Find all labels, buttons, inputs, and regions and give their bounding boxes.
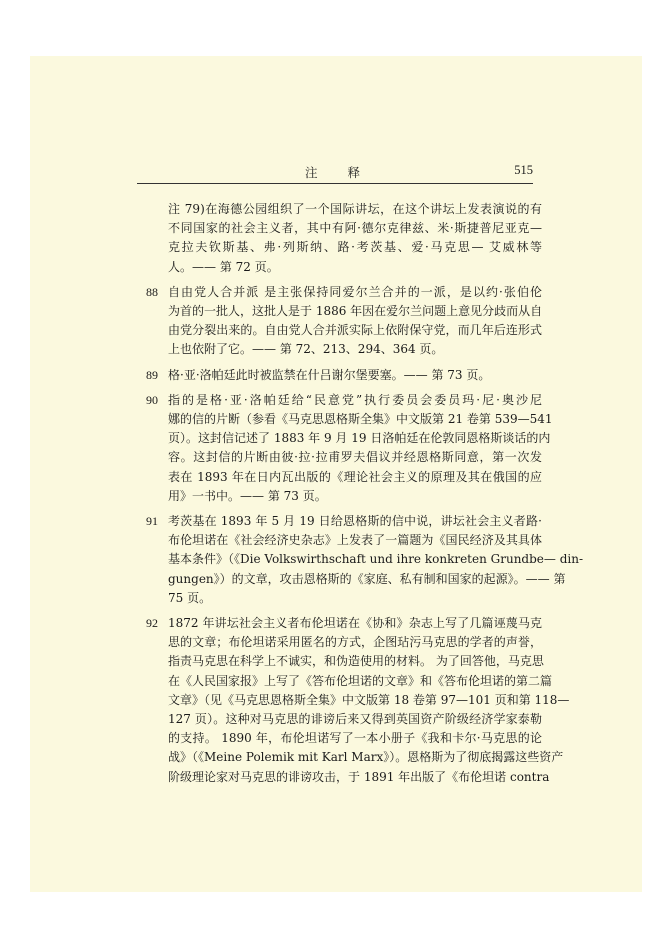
note-line: 在《人民国家报》上写了《答布伦坦诺的文章》和《答布伦坦诺的第二篇 — [168, 673, 553, 688]
note-number: 92 — [146, 616, 158, 631]
note-91 — [146, 512, 584, 608]
note-90 — [146, 391, 553, 506]
notes-body — [146, 200, 584, 793]
note-line: 127 页）。这种对马克思的诽谤后来又得到英国资产阶级经济学家泰勒 — [168, 712, 542, 727]
header-title-char-1: 注 — [305, 165, 318, 180]
header-title — [305, 163, 360, 181]
note-line: 阶级理论家对马克思的诽谤攻击，于 1891 年出版了《布伦坦诺 contra — [168, 769, 550, 784]
note-line: 注 79)在海德公园组织了一个国际讲坛，在这个讲坛上发表演说的有 — [168, 202, 542, 216]
note-line: 1872 年讲坛社会主义者布伦坦诺在《协和》杂志上写了几篇诬蔑马克 — [168, 616, 542, 631]
note-line: gungen》）的文章，攻击恩格斯的《家庭、私有制和国家的起源》。—— 第 — [168, 571, 566, 586]
note-continued — [146, 200, 542, 277]
note-line: 为首的一批人，这批人是于 1886 年因在爱尔兰问题上意见分歧而从自 — [168, 304, 543, 319]
note-line: 娜的信的片断（参看《马克思恩格斯全集》中文版第 21 卷第 539—541 — [168, 412, 553, 427]
note-number: 91 — [146, 514, 158, 529]
note-line: 上也依附了它。—— 第 72、213、294、364 页。 — [168, 342, 444, 357]
note-line: 布伦坦诺在《社会经济史杂志》上发表了一篇题为《国民经济及其具体 — [168, 533, 542, 548]
note-line: 容。这封信的片断由彼·拉·拉甫罗夫倡议并经恩格斯同意，第一次发 — [168, 450, 542, 465]
note-line: 不同国家的社会主义者，其中有阿·德尔克律兹、米·斯捷普尼亚克— — [168, 221, 542, 236]
header-title-char-2: 释 — [347, 165, 361, 180]
note-line: 指的是格·亚·洛帕廷给“民意党”执行委员会委员玛·尼·奥沙尼 — [168, 392, 542, 407]
note-line: 表在 1893 年在日内瓦出版的《理论社会主义的原理及其在俄国的应 — [168, 469, 542, 484]
note-line: 页）。这封信记述了 1883 年 9 月 19 日洛帕廷在伦敦同恩格斯谈话的内 — [168, 431, 551, 446]
note-number: 89 — [146, 367, 158, 382]
note-line: 75 页。 — [168, 590, 212, 605]
running-header — [137, 163, 533, 181]
note-line: 人。—— 第 72 页。 — [168, 259, 279, 274]
note-line: 由党分裂出来的。自由党人合并派实际上依附保守党，而几年后连形式 — [168, 323, 542, 338]
note-line: 思的文章；布伦坦诺采用匿名的方式，企图玷污马克思的学者的声誉， — [168, 635, 542, 650]
note-line: 指责马克思在科学上不诚实，和伪造使用的材料。 为了回答他，马克思 — [168, 654, 544, 669]
header-rule — [137, 183, 533, 184]
note-line: 的支持。 1890 年，布伦坦诺写了一本小册子《我和卡尔·马克思的论 — [168, 731, 542, 746]
note-line: 考茨基在 1893 年 5 月 19 日给恩格斯的信中说，讲坛社会主义者路· — [168, 514, 542, 529]
note-line: 自由党人合并派 是主张保持同爱尔兰合并的一派，是以约·张伯伦 — [168, 284, 542, 299]
note-number: 90 — [146, 392, 158, 407]
note-line: 克拉夫钦斯基、弗·列斯纳、路·考茨基、爱·马克思— 艾威林等 — [168, 240, 542, 255]
note-92 — [146, 614, 570, 787]
note-line: 基本条件》（《Die Volkswirthschaft und ihre konkreten Grundbe— din- — [168, 552, 584, 567]
note-89 — [146, 366, 542, 385]
note-number: 88 — [146, 284, 158, 299]
page-number: 515 — [514, 163, 533, 177]
note-line: 用》一书中。—— 第 73 页。 — [168, 488, 327, 503]
note-line: 文章》（见《马克思恩格斯全集》中文版第 18 卷第 97—101 页和第 118— — [168, 692, 570, 707]
note-line: 战》（《Meine Polemik mit Karl Marx》）。恩格斯为了彻底揭露这些资产 — [168, 750, 564, 765]
note-88 — [146, 283, 542, 360]
note-line: 格·亚·洛帕廷此时被监禁在什吕谢尔堡要塞。—— 第 73 页。 — [168, 367, 491, 382]
